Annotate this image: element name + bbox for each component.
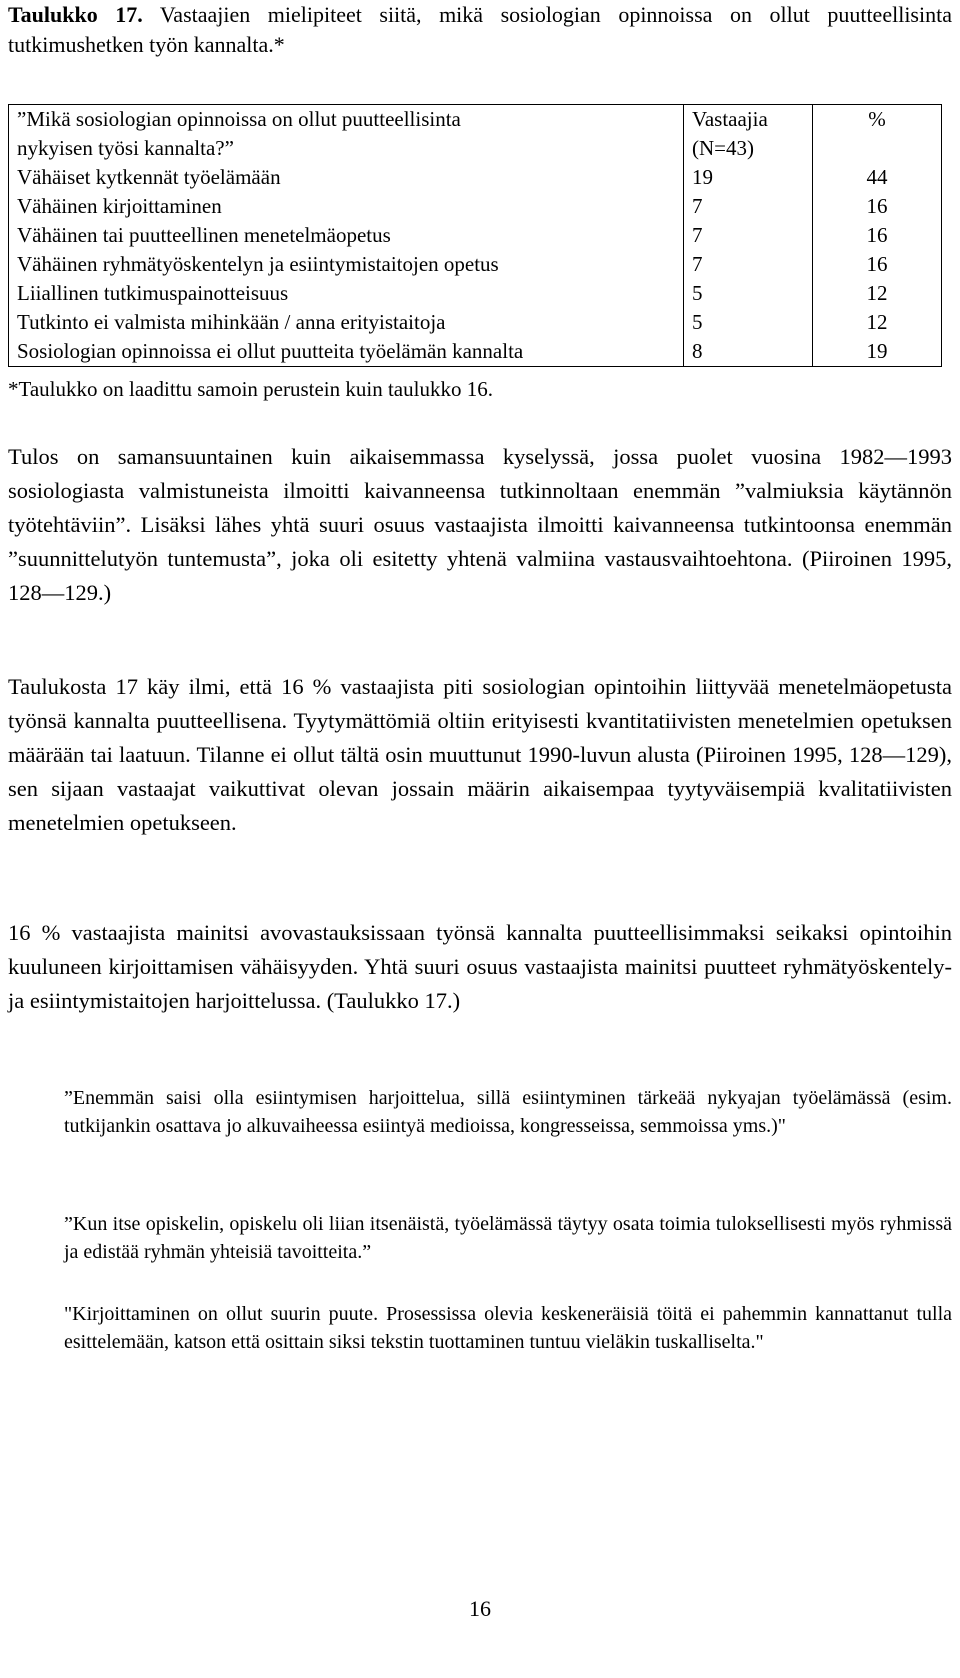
respondents-header-line1: Vastaajia — [692, 107, 768, 131]
percent-header: % — [813, 105, 942, 164]
row-percent: 16 — [813, 250, 942, 279]
respondents-header-line2: (N=43) — [692, 136, 754, 160]
table-row — [9, 221, 942, 250]
table-caption — [8, 0, 952, 60]
row-count: 7 — [684, 221, 813, 250]
table-row — [9, 337, 942, 367]
respondents-header — [684, 105, 813, 164]
row-count: 8 — [684, 337, 813, 367]
table-footnote: *Taulukko on laadittu samoin perustein kuin taulukko 16. — [8, 377, 493, 401]
question-header — [9, 105, 684, 164]
row-count: 5 — [684, 308, 813, 337]
body-paragraph: Tulos on samansuuntainen kuin aikaisemmassa kyselyssä, jossa puolet vuosina 1982—1993 sosiologiasta valmistuneista ilmoitti kaivanneensa tutkinnoltaan enemmän ”valmiuksia käytännön työtehtäviin”. Lisäksi lähes yhtä suuri osuus vastaajista ilmoitti kaivanneensa tutkintoonsa enemmän ”suunnittelutyön tuntemusta”, joka oli esitetty yhtenä valmiina vastausvaihtoehtona. (Piiroinen 1995, 128—129.) — [8, 444, 952, 605]
row-count: 7 — [684, 192, 813, 221]
body-paragraph: 16 % vastaajista mainitsi avovastauksissaan työnsä kannalta puutteellisimmaksi seikaksi opintoihin kuuluneen kirjoittamisen vähäisyyden. Yhtä suuri osuus vastaajista mainitsi puutteet ryhmätyöskentely- ja esiintymistaitojen harjoittelussa. (Taulukko 17.) — [8, 920, 952, 1013]
table-caption-text: Vastaajien mielipiteet siitä, mikä sosiologian opinnoissa on ollut puutteellisinta tutkimushetken työn kannalta.* — [8, 2, 952, 57]
row-item: Vähäinen ryhmätyöskentelyn ja esiintymistaitojen opetus — [9, 250, 684, 279]
row-percent: 19 — [813, 337, 942, 367]
row-item: Sosiologian opinnoissa ei ollut puutteita työelämän kannalta — [9, 337, 684, 367]
body-paragraph: Taulukosta 17 käy ilmi, että 16 % vastaajista piti sosiologian opintoihin liittyvää menetelmäopetusta työnsä kannalta puutteellisena. Tyytymättömiä oltiin erityisesti kvantitatiivisten menetelmien opetuksen määrään tai laatuun. Tilanne ei ollut tältä osin muuttunut 1990-luvun alusta (Piiroinen 1995, 128—129), sen sijaan vastaajat vaikuttivat olevan jossain määrin aikaisempaa tyytyväisempiä kvalitatiivisten menetelmien opetukseen. — [8, 674, 952, 835]
table-row — [9, 163, 942, 192]
row-count: 5 — [684, 279, 813, 308]
row-count: 19 — [684, 163, 813, 192]
question-header-line1: ”Mikä sosiologian opinnoissa on ollut puutteellisinta — [17, 107, 461, 131]
row-item: Vähäinen tai puutteellinen menetelmäopetus — [9, 221, 684, 250]
question-header-line2: nykyisen työsi kannalta?” — [17, 136, 234, 160]
block-quote: "Kirjoittaminen on ollut suurin puute. Prosessissa olevia keskeneräisiä töitä ei pahemmin kannattanut tulla esittelemään, katson että osittain siksi tekstin tuottaminen tuntuu vieläkin tuskalliselta." — [64, 1303, 952, 1353]
row-percent: 12 — [813, 279, 942, 308]
table-row — [9, 308, 942, 337]
row-percent: 12 — [813, 308, 942, 337]
table-row — [9, 279, 942, 308]
table-header-row — [9, 105, 942, 164]
row-item: Vähäinen kirjoittaminen — [9, 192, 684, 221]
row-item: Tutkinto ei valmista mihinkään / anna erityistaitoja — [9, 308, 684, 337]
row-percent: 16 — [813, 192, 942, 221]
table-row — [9, 192, 942, 221]
row-item: Vähäiset kytkennät työelämään — [9, 163, 684, 192]
page-number: 16 — [469, 1596, 491, 1621]
row-percent: 44 — [813, 163, 942, 192]
table-caption-label: Taulukko 17. — [8, 2, 143, 27]
block-quote: ”Enemmän saisi olla esiintymisen harjoittelua, sillä esiintyminen tärkeää nykyajan työelämässä (esim. tutkijankin osattava jo alkuvaiheessa esiintyä medioissa, kongresseissa, semmoissa yms.)" — [64, 1087, 952, 1137]
table-row — [9, 250, 942, 279]
results-table — [8, 104, 942, 367]
row-percent: 16 — [813, 221, 942, 250]
block-quote: ”Kun itse opiskelin, opiskelu oli liian itsenäistä, työelämässä täytyy osata toimia tuloksellisesti myös ryhmissä ja edistää ryhmän yhteisiä tavoitteita.” — [64, 1213, 952, 1263]
row-item: Liiallinen tutkimuspainotteisuus — [9, 279, 684, 308]
row-count: 7 — [684, 250, 813, 279]
